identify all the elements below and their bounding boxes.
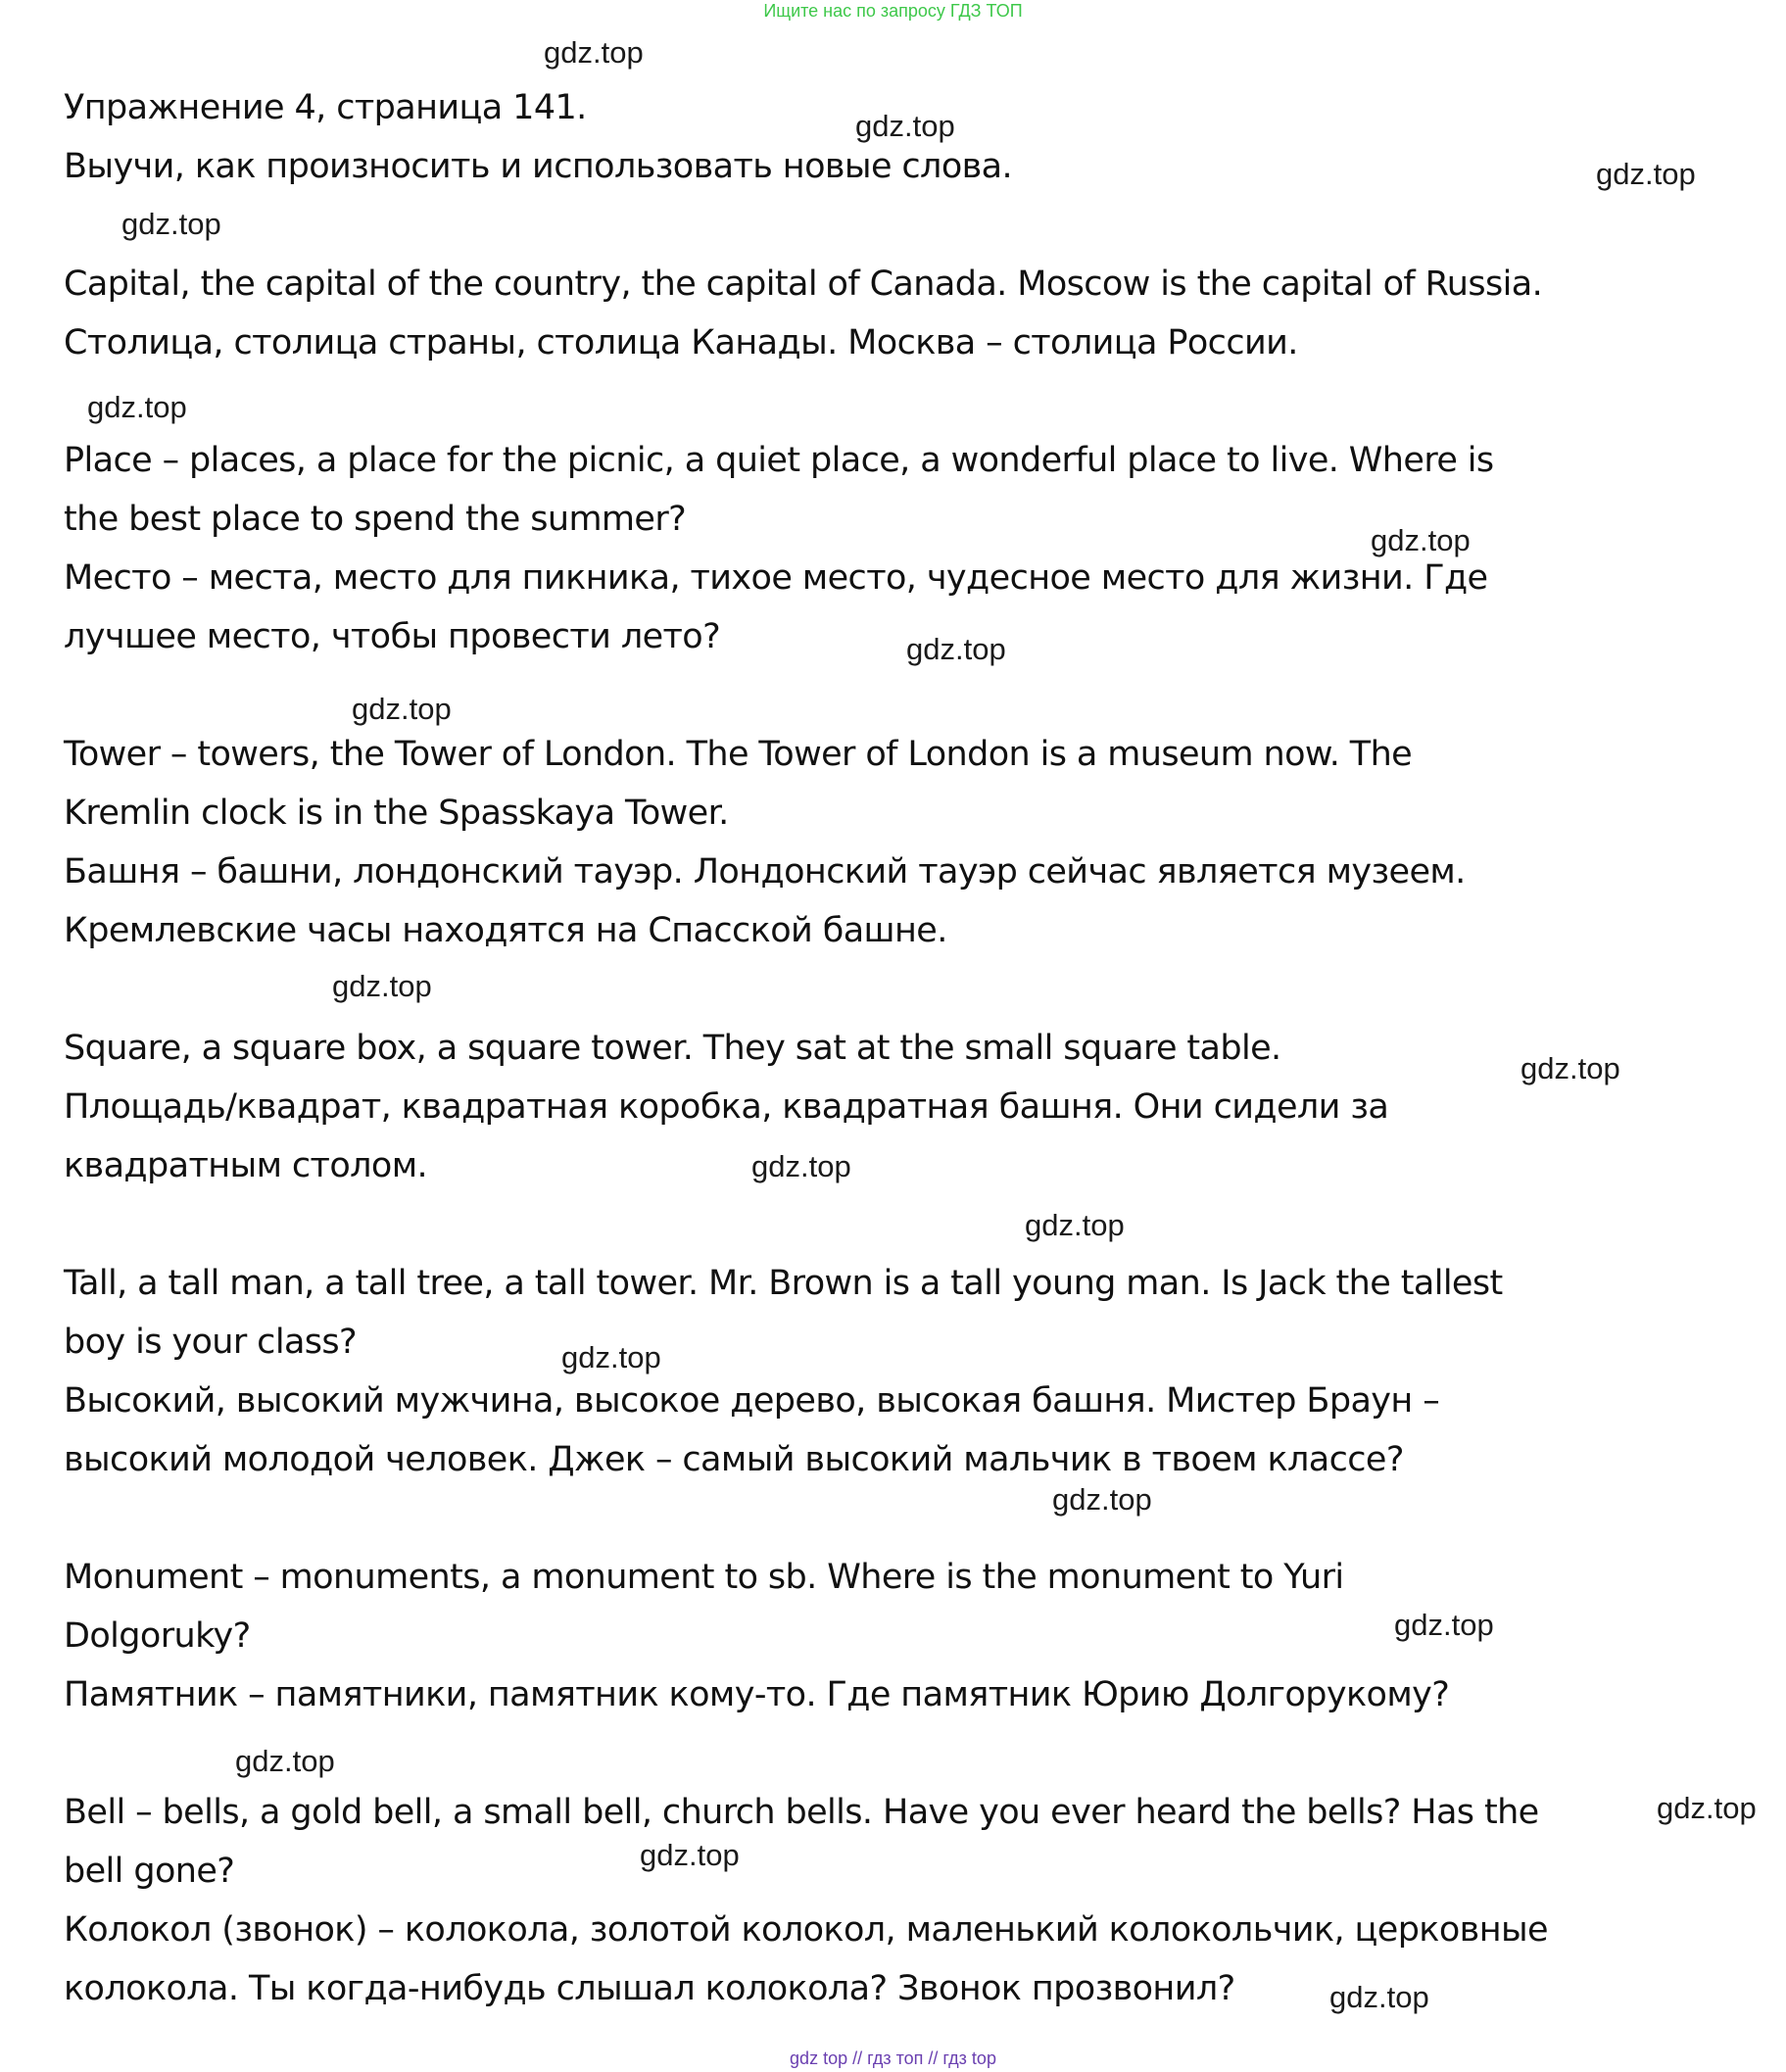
watermark: gdz.top bbox=[87, 390, 187, 424]
bottom-footer-banner: gdz top // гдз топ // гдз top bbox=[790, 2048, 996, 2068]
text-line: bell gone? bbox=[64, 1852, 235, 1891]
watermark: gdz.top bbox=[640, 1838, 740, 1872]
watermark: gdz.top bbox=[332, 969, 432, 1003]
watermark: gdz.top bbox=[1657, 1791, 1757, 1825]
text-line: Tall, a tall man, a tall tree, a tall tower. Mr. Brown is a tall young man. Is Jack the tallest bbox=[64, 1264, 1503, 1303]
text-line: Башня – башни, лондонский тауэр. Лондонский тауэр сейчас является музеем. bbox=[64, 852, 1466, 891]
exercise-instruction: Выучи, как произносить и использовать новые слова. bbox=[64, 147, 1013, 186]
text-line: Dolgoruky? bbox=[64, 1616, 251, 1656]
watermark: gdz.top bbox=[235, 1744, 335, 1778]
text-line: Высокий, высокий мужчина, высокое дерево, высокая башня. Мистер Браун – bbox=[64, 1381, 1440, 1421]
watermark: gdz.top bbox=[1394, 1608, 1494, 1642]
watermark: gdz.top bbox=[352, 692, 452, 726]
text-line: лучшее место, чтобы провести лето? bbox=[64, 617, 721, 656]
text-line: the best place to spend the summer? bbox=[64, 500, 687, 539]
text-line: boy is your class? bbox=[64, 1323, 358, 1362]
watermark: gdz.top bbox=[1052, 1482, 1152, 1517]
text-line: Кремлевские часы находятся на Спасской башне. bbox=[64, 911, 947, 950]
watermark: gdz.top bbox=[561, 1340, 661, 1374]
text-line: Kremlin clock is in the Spasskaya Tower. bbox=[64, 794, 729, 833]
top-search-banner: Ищите нас по запросу ГДЗ ТОП bbox=[763, 1, 1023, 21]
watermark: gdz.top bbox=[1025, 1208, 1125, 1242]
text-line: Площадь/квадрат, квадратная коробка, квадратная башня. Они сидели за bbox=[64, 1087, 1389, 1127]
text-line: колокола. Ты когда-нибудь слышал колокола? Звонок прозвонил? bbox=[64, 1969, 1235, 2008]
text-line: Памятник – памятники, памятник кому-то. Где памятник Юрию Долгорукому? bbox=[64, 1675, 1450, 1714]
text-line: Столица, столица страны, столица Канады. Москва – столица России. bbox=[64, 323, 1298, 362]
text-line: Square, a square box, a square tower. They sat at the small square table. bbox=[64, 1029, 1281, 1068]
text-line: квадратным столом. bbox=[64, 1146, 428, 1185]
text-line: Place – places, a place for the picnic, a quiet place, a wonderful place to live. Where is bbox=[64, 441, 1494, 480]
exercise-title: Упражнение 4, страница 141. bbox=[64, 88, 587, 127]
watermark: gdz.top bbox=[544, 35, 644, 70]
watermark: gdz.top bbox=[1521, 1051, 1620, 1085]
watermark: gdz.top bbox=[1371, 523, 1471, 557]
watermark: gdz.top bbox=[1596, 157, 1696, 191]
text-line: высокий молодой человек. Джек – самый высокий мальчик в твоем классе? bbox=[64, 1440, 1404, 1479]
text-line: Колокол (звонок) – колокола, золотой колокол, маленький колокольчик, церковные bbox=[64, 1910, 1548, 1950]
text-line: Monument – monuments, a monument to sb. Where is the monument to Yuri bbox=[64, 1558, 1344, 1597]
text-line: Место – места, место для пикника, тихое место, чудесное место для жизни. Где bbox=[64, 558, 1488, 598]
watermark: gdz.top bbox=[855, 109, 955, 143]
watermark: gdz.top bbox=[751, 1149, 851, 1183]
watermark: gdz.top bbox=[121, 207, 221, 241]
text-line: Tower – towers, the Tower of London. The Tower of London is a museum now. The bbox=[64, 735, 1413, 774]
text-line: Capital, the capital of the country, the capital of Canada. Moscow is the capital of Russia. bbox=[64, 265, 1543, 304]
text-line: Bell – bells, a gold bell, a small bell, church bells. Have you ever heard the bells? Has the bbox=[64, 1793, 1539, 1832]
watermark: gdz.top bbox=[906, 632, 1006, 666]
watermark: gdz.top bbox=[1329, 1980, 1429, 2014]
